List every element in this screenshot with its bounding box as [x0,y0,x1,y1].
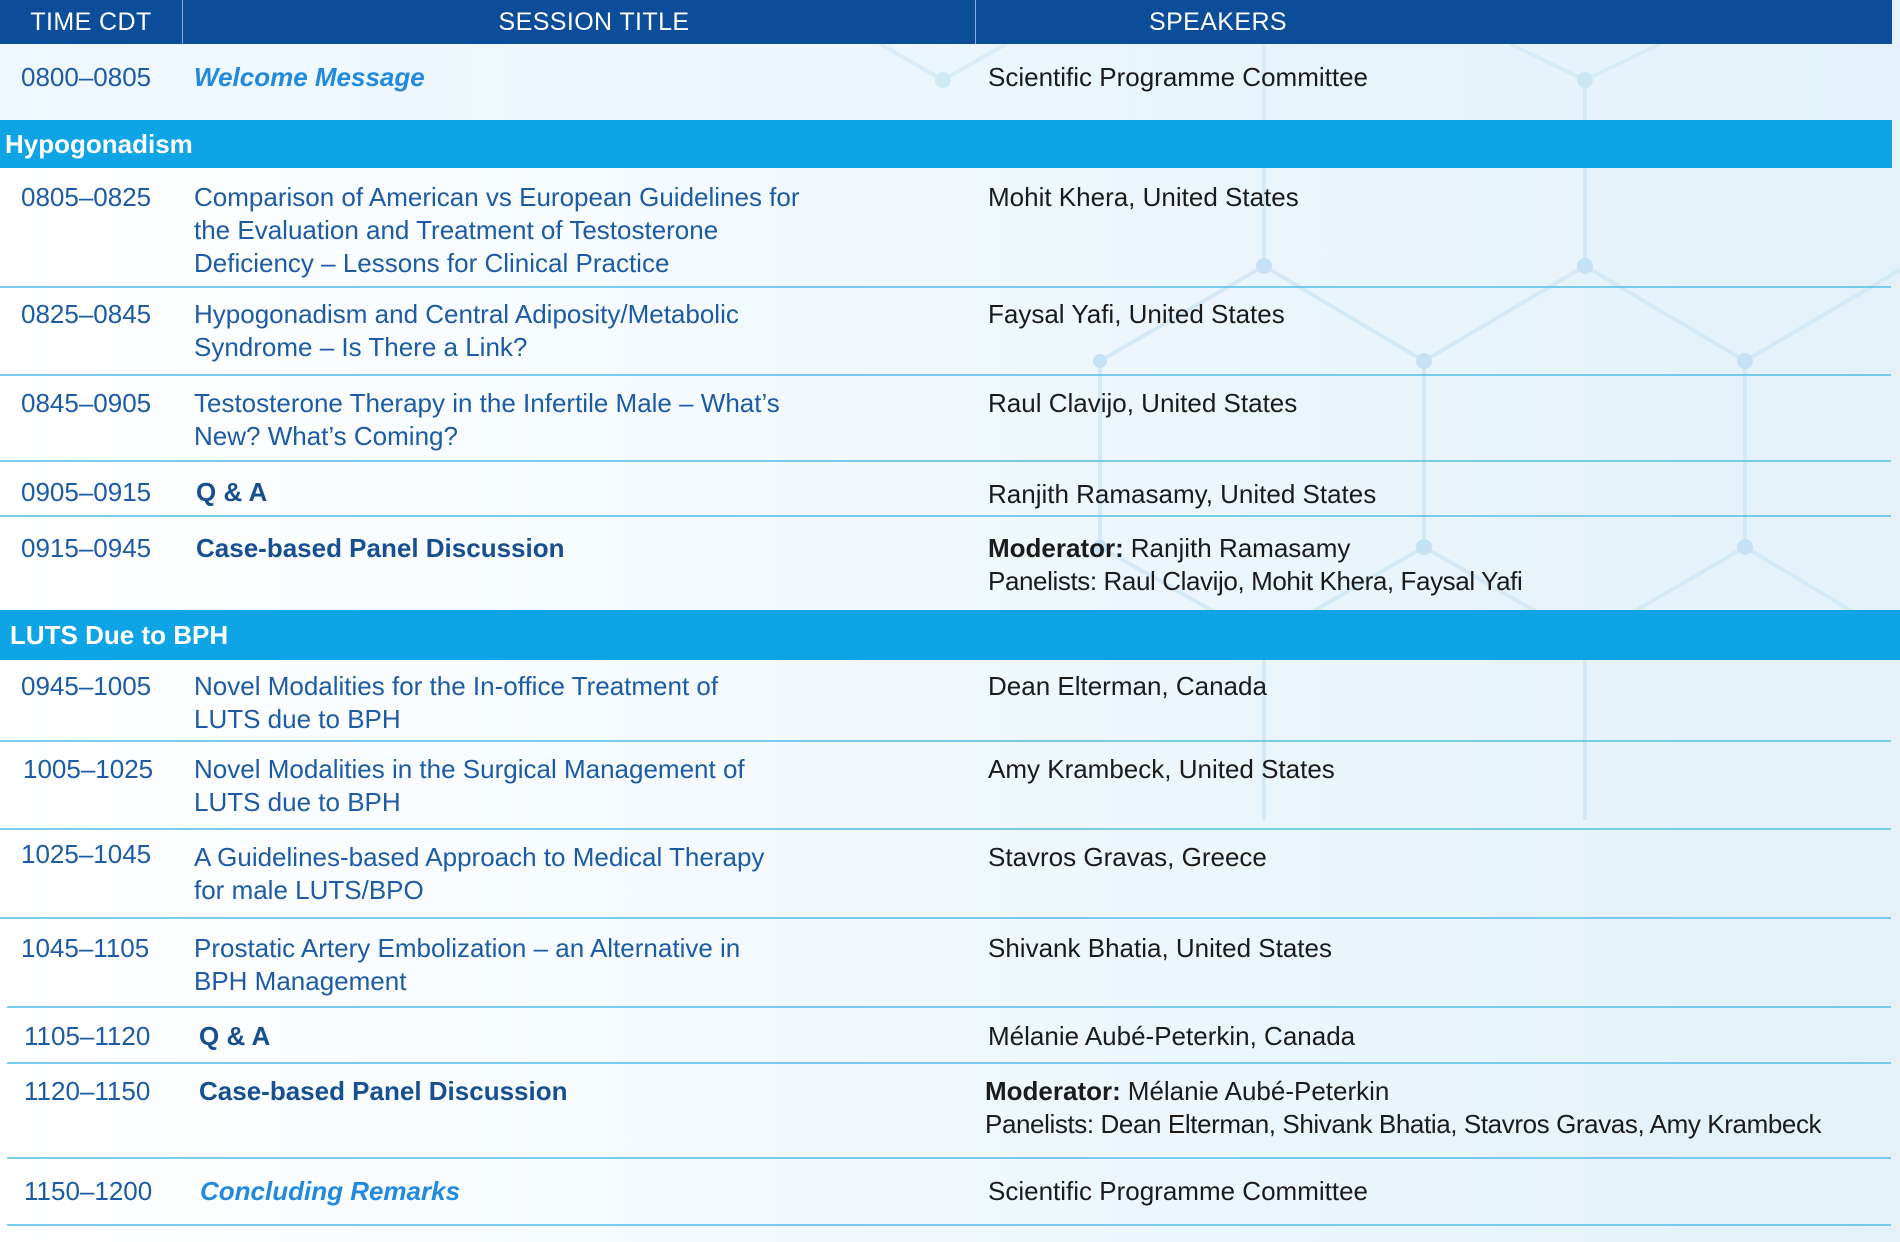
moderator-name: Ranjith Ramasamy [1130,533,1351,563]
session-title-line: Testosterone Therapy in the Infertile Male – What’s [194,388,780,418]
session-title [182,476,975,517]
session-row [0,168,1900,288]
session-speaker: Raul Clavijo, United States [988,388,1298,418]
session-row [0,517,1900,610]
session-title-line: the Evaluation and Treatment of Testosterone [194,215,719,245]
session-title-line: LUTS due to BPH [194,704,401,734]
session-title-line: Welcome Message [194,62,425,92]
session-title-line: Novel Modalities in the Surgical Management of [194,754,745,784]
session-speaker: Stavros Gravas, Greece [988,842,1267,872]
moderator-line [988,532,1900,565]
session-title [182,181,975,288]
closing-row [0,1159,1900,1226]
session-time: 0845–0905 [21,388,152,418]
section-header-hypogonadism: Hypogonadism [0,120,1892,168]
session-title-line: Case-based Panel Discussion [196,533,565,563]
session-speaker: Ranjith Ramasamy, United States [988,479,1377,509]
session-row [0,376,1900,462]
session-row [0,462,1900,517]
session-title-line: for male LUTS/BPO [194,875,424,905]
session-title-line: Hypogonadism and Central Adiposity/Metabolic [194,299,739,329]
session-time: 0905–0915 [21,477,152,507]
session-speaker: Scientific Programme Committee [988,1176,1368,1206]
moderator-label: Moderator: [988,533,1124,563]
panelists-line: Panelists: Raul Clavijo, Mohit Khera, Faysal Yafi [988,566,1523,596]
session-speaker: Faysal Yafi, United States [988,299,1285,329]
session-title [182,1175,975,1226]
header-session-title: SESSION TITLE [498,8,690,36]
session-title-line: Deficiency – Lessons for Clinical Practice [194,248,670,278]
session-title [182,1020,975,1064]
session-title [182,670,975,742]
session-title-line: Syndrome – Is There a Link? [194,332,528,362]
session-title-line: Novel Modalities for the In-office Treatment of [194,671,719,701]
session-speaker: Mélanie Aubé-Peterkin, Canada [988,1021,1356,1051]
session-time: 0915–0945 [21,533,152,563]
session-time: 0825–0845 [21,299,152,329]
moderator-name: Mélanie Aubé-Peterkin [1127,1076,1390,1106]
session-title-line: Case-based Panel Discussion [199,1076,568,1106]
session-time: 1025–1045 [21,839,152,869]
moderator-label: Moderator: [985,1076,1121,1106]
session-title-line: Q & A [199,1021,271,1051]
session-time: 0945–1005 [21,671,152,701]
section-header-luts: LUTS Due to BPH [0,610,1900,660]
session-speaker: Mohit Khera, United States [988,182,1299,212]
session-title-line: Q & A [196,477,268,507]
session-row [0,1064,1900,1159]
session-speaker: Dean Elterman, Canada [988,671,1267,701]
session-time: 1150–1200 [24,1176,153,1206]
session-row [0,742,1900,830]
session-time: 0800–0805 [21,62,152,92]
session-row [0,1008,1900,1064]
session-time: 1120–1150 [24,1076,151,1106]
session-title [182,1075,975,1159]
session-row [0,830,1900,919]
session-time: 1005–1025 [23,754,154,784]
session-row [0,660,1900,742]
session-speaker: Shivank Bhatia, United States [988,933,1332,963]
session-row [0,288,1900,376]
session-time: 0805–0825 [21,182,152,212]
session-title [182,298,975,376]
moderator-line [985,1075,1900,1108]
session-title [182,753,975,830]
opening-row [0,44,1900,120]
header-time: TIME CDT [30,8,152,36]
panelists-line: Panelists: Dean Elterman, Shivank Bhatia, Stavros Gravas, Amy Krambeck [985,1109,1822,1139]
session-title-line: A Guidelines-based Approach to Medical Therapy [194,842,765,872]
session-time: 1105–1120 [24,1021,151,1051]
session-title [182,841,975,919]
session-speakers [975,1075,1900,1159]
session-title-line: BPH Management [194,966,407,996]
header-speakers: SPEAKERS [1149,8,1287,36]
session-title-line: New? What’s Coming? [194,421,458,451]
session-title-line: Comparison of American vs European Guidelines for [194,182,800,212]
session-title-line: LUTS due to BPH [194,787,401,817]
session-time: 1045–1105 [21,933,150,963]
session-title-line: Prostatic Artery Embolization – an Alternative in [194,933,741,963]
table-header [0,0,1892,44]
session-title-line: Concluding Remarks [200,1176,461,1206]
session-row [0,919,1900,1008]
session-speaker: Scientific Programme Committee [988,62,1368,92]
session-title [182,61,975,120]
session-title [182,932,975,1008]
session-title [182,387,975,462]
session-title [182,532,975,610]
session-speakers [975,532,1900,610]
session-speaker: Amy Krambeck, United States [988,754,1335,784]
